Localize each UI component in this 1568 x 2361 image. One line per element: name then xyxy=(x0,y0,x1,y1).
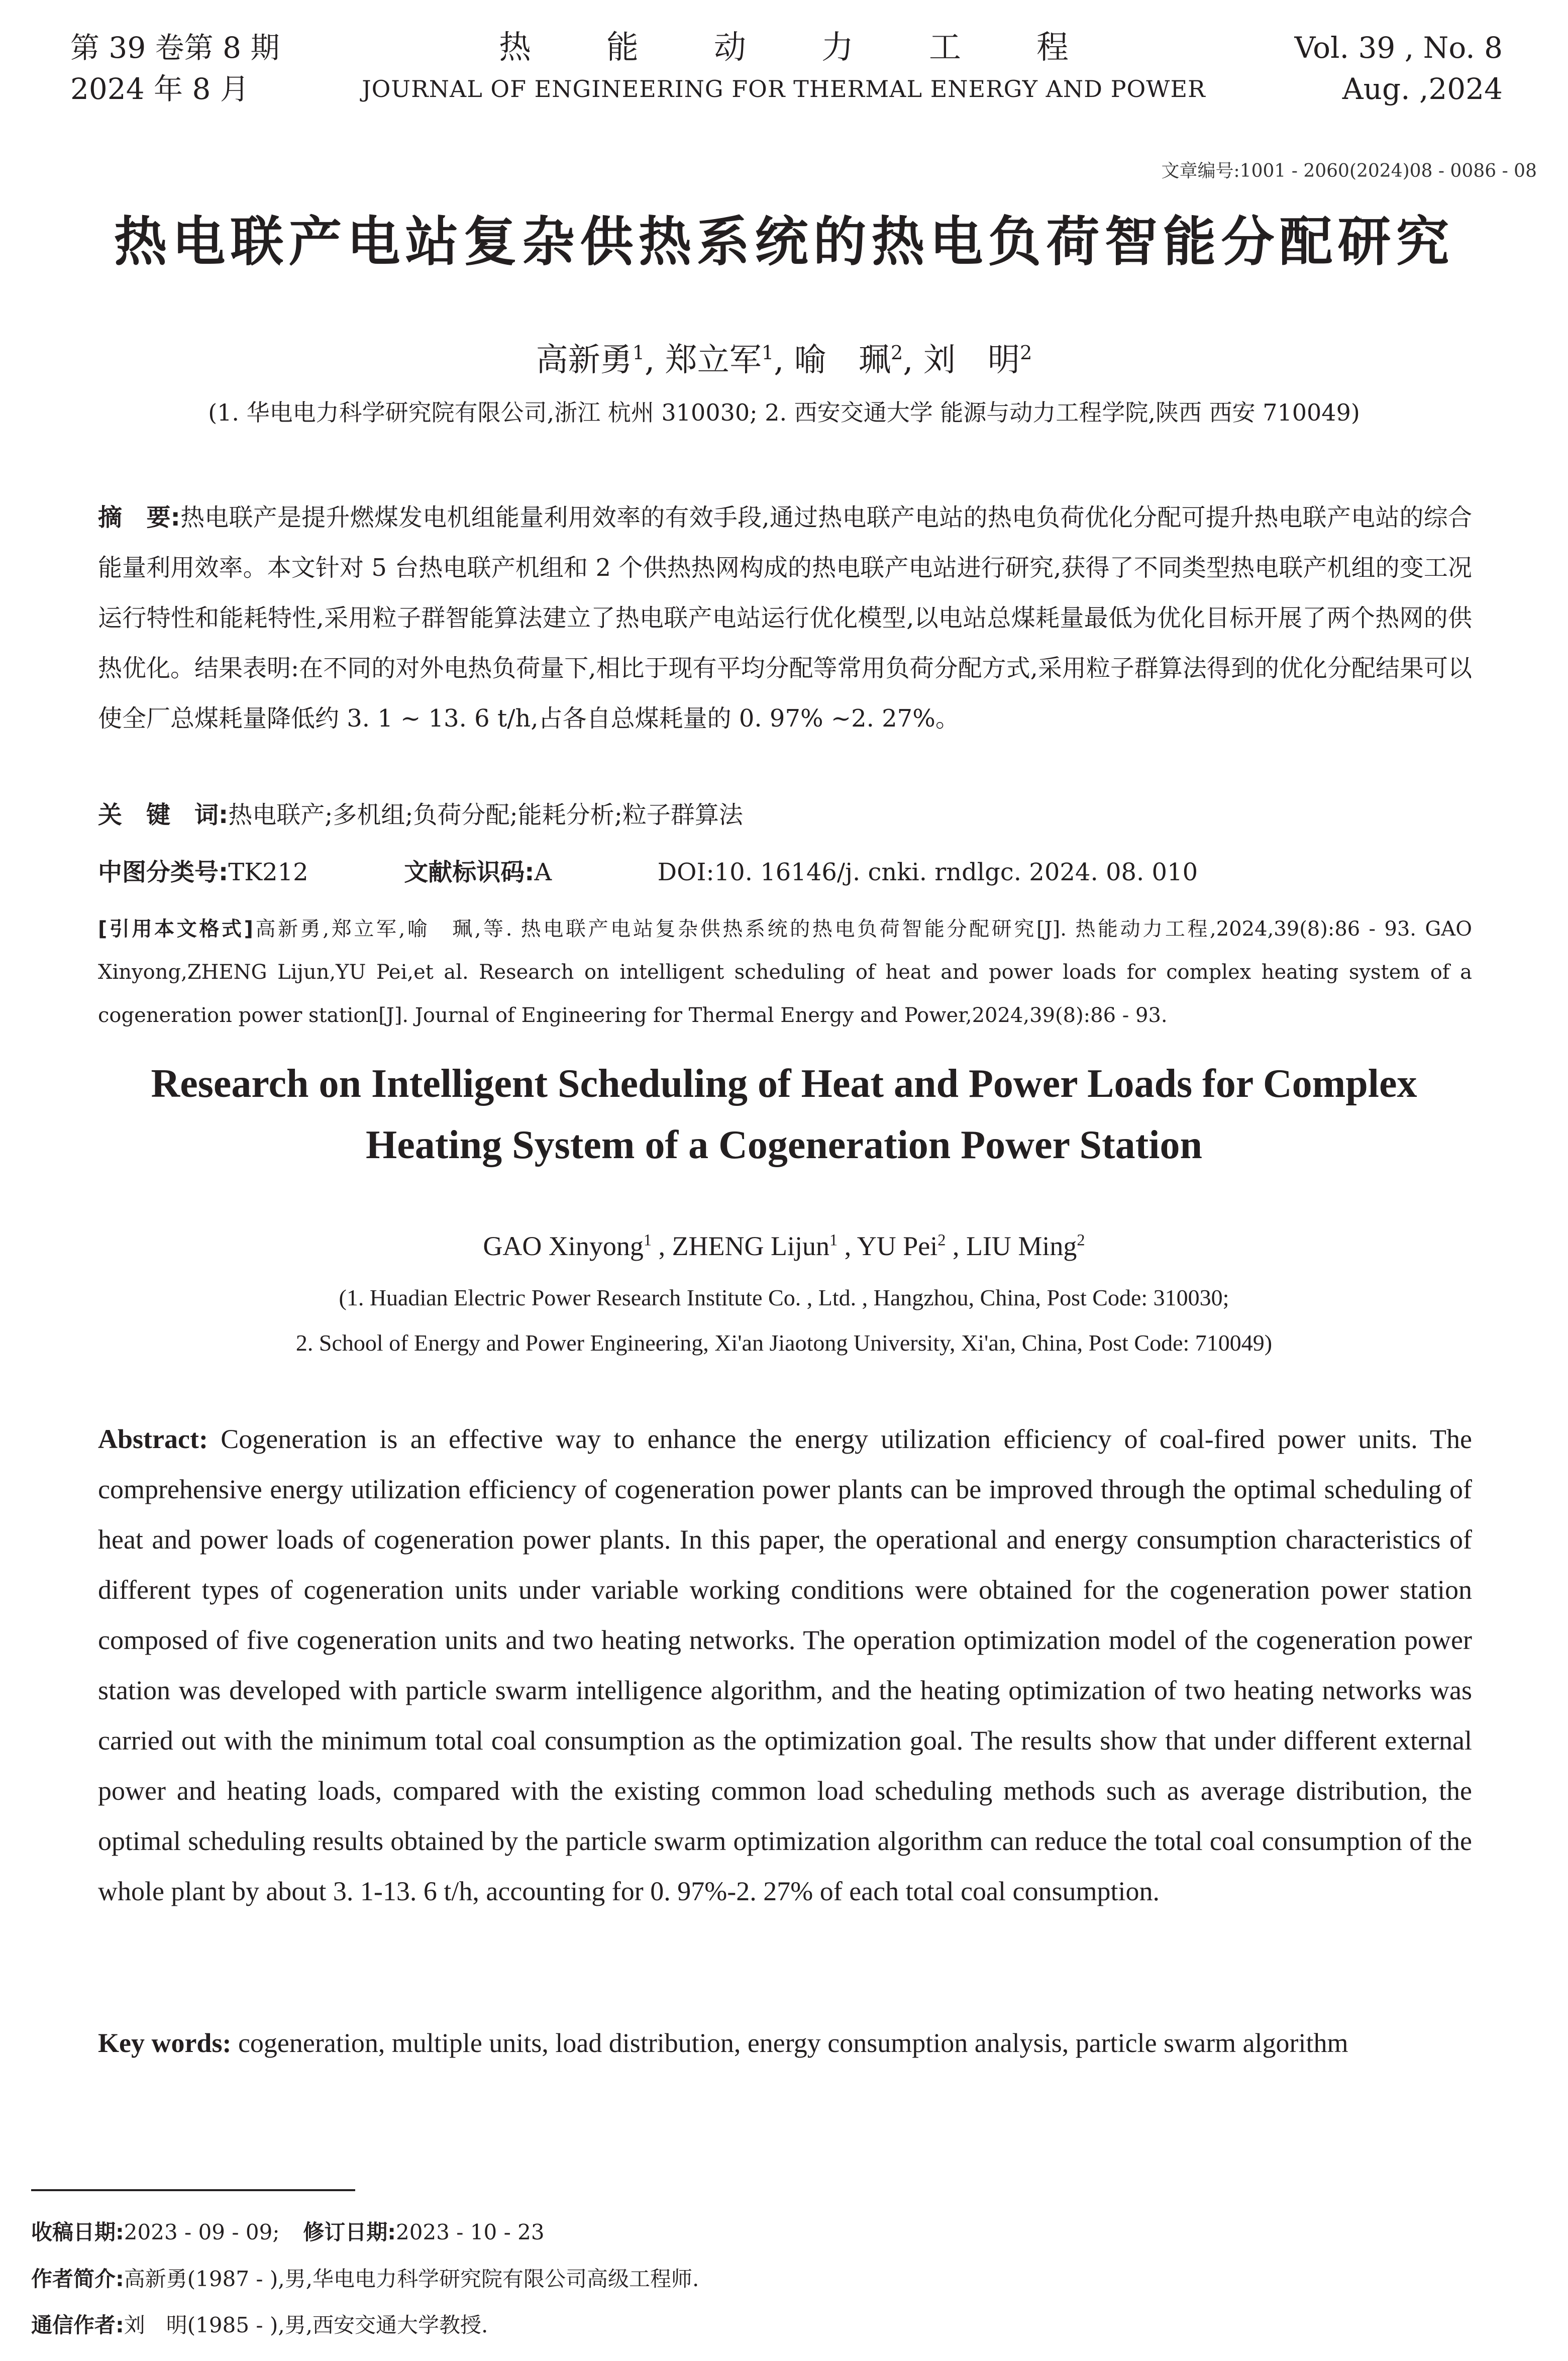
abstract-label-cn: 摘 要: xyxy=(98,503,180,532)
author-bio-label: 作者简介: xyxy=(31,2267,124,2291)
author-affil-mark: 1 xyxy=(643,1231,652,1250)
volume-issue-en: Vol. 39 , No. 8 xyxy=(1294,31,1503,65)
doc-code: A xyxy=(534,858,552,886)
paper-title-en-line2: Heating System of a Cogeneration Power Station xyxy=(366,1123,1202,1167)
author-name: GAO Xinyong xyxy=(483,1231,644,1261)
footnote-author xyxy=(31,2264,1538,2294)
received-date: 2023 - 09 - 09; xyxy=(124,2220,280,2244)
author-list-en xyxy=(0,1226,1568,1266)
keywords-label-cn: 关 键 词: xyxy=(98,801,229,829)
keywords-en xyxy=(98,2018,1472,2068)
author-affil-mark: 2 xyxy=(890,341,903,364)
article-number: 文章编号:1001 - 2060(2024)08 - 0086 - 08 xyxy=(1161,161,1537,181)
author-affil-mark: 1 xyxy=(632,341,645,364)
doi: DOI:10. 16146/j. cnki. rndlgc. 2024. 08. 010 xyxy=(657,858,1198,886)
author-affil-mark: 2 xyxy=(937,1231,946,1250)
affiliation-cn: (1. 华电电力科学研究院有限公司,浙江 杭州 310030; 2. 西安交通大学 能源与动力工程学院,陕西 西安 710049) xyxy=(208,399,1360,426)
author-name: 高新勇 xyxy=(536,342,633,379)
citation-block xyxy=(98,907,1472,1037)
abstract-en xyxy=(98,1414,1472,1916)
issue-info-left xyxy=(70,27,279,110)
abstract-label-en: Abstract: xyxy=(98,1424,208,1454)
author-separator: , xyxy=(774,342,784,379)
citation-text: 高新勇,郑立军,喻 珮,等. 热电联产电站复杂供热系统的热电负荷智能分配研究[J]. 热能动力工程,2024,39(8):86 - 93. GAO Xinyong,ZHENG Lijun,YU Pei,et al. Research on intelligent scheduling of heat and power loads for complex heating system of a cogeneration power station[J]. Journal of Engineering for Thermal Energy and Power,2024,39(8):86 - 93. xyxy=(98,917,1472,1027)
author-name: 刘 明 xyxy=(923,342,1020,379)
received-label: 收稿日期: xyxy=(31,2220,124,2244)
revised-label: 修订日期: xyxy=(303,2220,396,2244)
corresponding-label: 通信作者: xyxy=(31,2313,124,2337)
classification-line xyxy=(98,847,1472,897)
date-cn: 2024 年 8 月 xyxy=(70,72,249,106)
author-name: 郑立军 xyxy=(665,342,762,379)
author-name: ZHENG Lijun xyxy=(672,1231,830,1261)
paper-title-cn: 热电联产电站复杂供热系统的热电负荷智能分配研究 xyxy=(114,211,1454,273)
keywords-text-en: cogeneration, multiple units, load distribution, energy consumption analysis, particle swarm algorithm xyxy=(238,2028,1348,2058)
volume-issue-cn: 第 39 卷第 8 期 xyxy=(70,31,280,65)
author-name: LIU Ming xyxy=(966,1231,1077,1261)
keywords-label-en: Key words: xyxy=(98,2028,232,2058)
journal-title-en: JOURNAL OF ENGINEERING FOR THERMAL ENERGY AND POWER xyxy=(362,75,1206,102)
clc-code: TK212 xyxy=(228,858,308,886)
revised-date: 2023 - 10 - 23 xyxy=(396,2220,545,2244)
author-name: YU Pei xyxy=(857,1231,938,1261)
footnote-dates xyxy=(31,2217,1538,2247)
footnote-divider xyxy=(31,2189,355,2191)
author-affil-mark: 2 xyxy=(1077,1231,1085,1250)
citation-label: [引用本文格式] xyxy=(98,917,253,941)
author-bio: 高新勇(1987 - ),男,华电电力科学研究院有限公司高级工程师. xyxy=(124,2267,699,2291)
author-affil-mark: 1 xyxy=(761,341,774,364)
doc-code-label: 文献标识码: xyxy=(404,858,535,886)
affiliation-en xyxy=(0,1275,1568,1366)
abstract-text-en: Cogeneration is an effective way to enhance the energy utilization efficiency of coal-fired power units. The comprehensive energy utilization efficiency of cogeneration power plants can be improved through the optimal scheduling of heat and power loads of cogeneration power plants. In this paper, the operational and energy consumption characteristics of different types of cogeneration units under variable working conditions were obtained for the cogeneration power station composed of five cogeneration units and two heating networks. The operation optimization model of the cogeneration power station was developed with particle swarm intelligence algorithm, and the heating optimization of two heating networks was carried out with the minimum total coal consumption as the optimization goal. The results show that under different external power and heating loads, compared with the existing common load scheduling methods such as average distribution, the optimal scheduling results obtained by the particle swarm optimization algorithm can reduce the total coal consumption of the whole plant by about 3. 1-13. 6 t/h, accounting for 0. 97%-2. 27% of each total coal consumption. xyxy=(98,1424,1472,1906)
affiliation-en-line2: 2. School of Energy and Power Engineering, Xi'an Jiaotong University, Xi'an, China, Post Code: 710049) xyxy=(295,1330,1273,1356)
author-separator: , xyxy=(652,1231,672,1261)
footnote-corresponding xyxy=(31,2310,1538,2340)
author-separator: , xyxy=(838,1231,857,1261)
author-affil-mark: 2 xyxy=(1019,341,1032,364)
author-separator: , xyxy=(903,342,913,379)
affiliation-en-line1: (1. Huadian Electric Power Research Institute Co. , Ltd. , Hangzhou, China, Post Code: 310030; xyxy=(339,1285,1229,1310)
corresponding-author: 刘 明(1985 - ),男,西安交通大学教授. xyxy=(124,2313,488,2337)
author-list-cn xyxy=(0,338,1568,383)
abstract-cn xyxy=(98,492,1472,744)
keywords-cn xyxy=(98,790,1472,840)
journal-title-cn: 热能动力工程 xyxy=(499,29,1144,66)
clc-label: 中图分类号: xyxy=(98,858,229,886)
paper-title-en-line1: Research on Intelligent Scheduling of Heat and Power Loads for Complex xyxy=(151,1062,1417,1106)
issue-info-right xyxy=(1295,27,1503,110)
keywords-text-cn: 热电联产;多机组;负荷分配;能耗分析;粒子群算法 xyxy=(228,801,743,829)
author-affil-mark: 1 xyxy=(829,1231,838,1250)
author-separator: , xyxy=(645,342,655,379)
author-separator: , xyxy=(946,1231,966,1261)
journal-masthead xyxy=(352,27,1216,110)
abstract-text-cn: 热电联产是提升燃煤发电机组能量利用效率的有效手段,通过热电联产电站的热电负荷优化分配可提升热电联产电站的综合能量利用效率。本文针对 5 台热电联产机组和 2 个供热热网构成的热电联产电站进行研究,获得了不同类型热电联产机组的变工况运行特性和能耗特性,采用粒子群智能算法建立了热电联产电站运行优化模型,以电站总煤耗量最低为优化目标开展了两个热网的供热优化。结果表明:在不同的对外电热负荷量下,相比于现有平均分配等常用负荷分配方式,采用粒子群算法得到的优化分配结果可以使全厂总煤耗量降低约 3. 1 ~ 13. 6 t/h,占各自总煤耗量的 0. 97% ~2. 27%。 xyxy=(98,503,1472,733)
author-name: 喻 珮 xyxy=(794,342,891,379)
date-en: Aug. ,2024 xyxy=(1342,72,1503,106)
paper-title-en xyxy=(0,1053,1568,1176)
